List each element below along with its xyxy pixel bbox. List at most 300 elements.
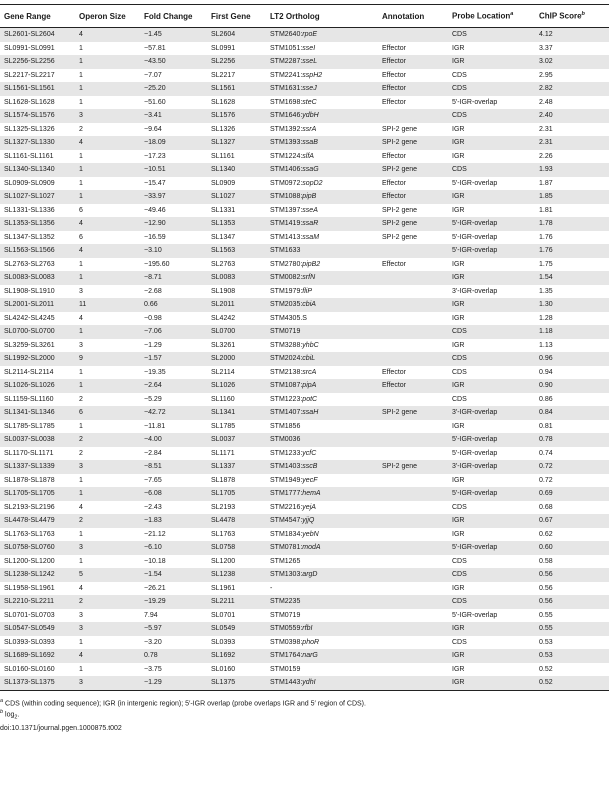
probe-location-cell: IGR — [448, 528, 535, 542]
operon-size-cell: 1 — [75, 555, 140, 569]
annotation-cell: SPI-2 gene — [378, 231, 448, 245]
table-row — [0, 595, 609, 609]
ortholog-gene-name: pipB2 — [302, 260, 321, 268]
probe-location-cell: 5′-IGR-overlap — [448, 609, 535, 623]
first-gene-cell: SL2011 — [207, 298, 266, 312]
ortholog-id: STM1397: — [270, 206, 303, 214]
gene-range-cell: SL0547-SL0549 — [0, 622, 75, 636]
probe-location-cell: 5′-IGR-overlap — [448, 447, 535, 461]
chip-score-cell: 0.96 — [535, 352, 609, 366]
first-gene-cell: SL1160 — [207, 393, 266, 407]
fold-change-cell: −15.47 — [140, 177, 207, 191]
chip-score-cell: 0.72 — [535, 474, 609, 488]
probe-location-cell: CDS — [448, 82, 535, 96]
annotation-cell — [378, 487, 448, 501]
probe-location-cell: CDS — [448, 366, 535, 380]
table-row — [0, 366, 609, 380]
first-gene-cell: SL1341 — [207, 406, 266, 420]
first-gene-cell: SL2256 — [207, 55, 266, 69]
table-row — [0, 136, 609, 150]
ortholog-gene-name: srcA — [302, 368, 317, 376]
annotation-cell — [378, 663, 448, 677]
ortholog-id: STM1698: — [270, 98, 303, 106]
gene-range-cell: SL1563-SL1566 — [0, 244, 75, 258]
operon-size-cell: 1 — [75, 663, 140, 677]
annotation-cell: SPI-2 gene — [378, 163, 448, 177]
fold-change-cell: −7.07 — [140, 69, 207, 83]
ortholog-gene-name: sopD2 — [302, 179, 323, 187]
annotation-cell: SPI-2 gene — [378, 217, 448, 231]
column-header — [207, 5, 266, 28]
chip-score-cell: 1.28 — [535, 312, 609, 326]
ortholog-gene-name: argD — [302, 571, 318, 579]
gene-range-cell: SL1327-SL1330 — [0, 136, 75, 150]
gene-range-cell: SL1331-SL1336 — [0, 204, 75, 218]
lt2-ortholog-cell — [266, 244, 378, 258]
probe-location-cell: 5′-IGR-overlap — [448, 96, 535, 110]
fold-change-cell: −25.20 — [140, 82, 207, 96]
fold-change-cell: −3.20 — [140, 636, 207, 650]
ortholog-gene-name: sseJ — [302, 85, 317, 93]
ortholog-gene-name: modA — [302, 544, 321, 552]
gene-range-cell: SL1341-SL1346 — [0, 406, 75, 420]
probe-location-cell: 5′-IGR-overlap — [448, 217, 535, 231]
probe-location-cell: CDS — [448, 28, 535, 42]
lt2-ortholog-cell — [266, 568, 378, 582]
footnote-a-text: CDS (within coding sequence); IGR (in intergenic region); 5′-IGR overlap (probe overlaps IGR and 5′ region of CDS). — [3, 699, 366, 707]
first-gene-cell: SL0549 — [207, 622, 266, 636]
probe-location-cell: IGR — [448, 298, 535, 312]
table-figure — [0, 4, 609, 733]
first-gene-cell: SL1961 — [207, 582, 266, 596]
fold-change-cell: −2.43 — [140, 501, 207, 515]
ortholog-id: STM0559: — [270, 625, 303, 633]
annotation-cell — [378, 244, 448, 258]
probe-location-cell: CDS — [448, 636, 535, 650]
lt2-ortholog-cell — [266, 595, 378, 609]
annotation-cell: Effector — [378, 82, 448, 96]
first-gene-cell: SL1763 — [207, 528, 266, 542]
annotation-cell — [378, 609, 448, 623]
table-row — [0, 622, 609, 636]
lt2-ortholog-cell — [266, 393, 378, 407]
probe-location-cell: IGR — [448, 379, 535, 393]
operon-size-cell: 2 — [75, 433, 140, 447]
ortholog-id: STM1233: — [270, 449, 303, 457]
fold-change-cell: −8.51 — [140, 460, 207, 474]
first-gene-cell: SL1375 — [207, 676, 266, 690]
annotation-cell — [378, 447, 448, 461]
lt2-ortholog-cell — [266, 177, 378, 191]
lt2-ortholog-cell — [266, 406, 378, 420]
table-row — [0, 447, 609, 461]
ortholog-id: STM2035: — [270, 301, 303, 309]
column-header-label: ChIP Score — [539, 11, 582, 21]
annotation-cell — [378, 312, 448, 326]
fold-change-cell: −9.64 — [140, 123, 207, 137]
fold-change-cell: −195.60 — [140, 258, 207, 272]
lt2-ortholog-cell — [266, 474, 378, 488]
ortholog-id: STM0781: — [270, 544, 303, 552]
probe-location-cell: 5′-IGR-overlap — [448, 244, 535, 258]
gene-range-cell: SL1347-SL1352 — [0, 231, 75, 245]
first-gene-cell: SL1628 — [207, 96, 266, 110]
annotation-cell — [378, 339, 448, 353]
table-row — [0, 460, 609, 474]
column-header-label: LT2 Ortholog — [270, 11, 320, 21]
table-row — [0, 69, 609, 83]
ortholog-id: STM1051: — [270, 44, 303, 52]
probe-location-cell: IGR — [448, 312, 535, 326]
lt2-ortholog-cell — [266, 676, 378, 690]
ortholog-id: STM1087: — [270, 382, 303, 390]
fold-change-cell: −17.23 — [140, 150, 207, 164]
chip-score-cell: 0.67 — [535, 514, 609, 528]
lt2-ortholog-cell — [266, 285, 378, 299]
ortholog-id: STM2287: — [270, 58, 303, 66]
chip-score-cell: 0.84 — [535, 406, 609, 420]
probe-location-cell: CDS — [448, 109, 535, 123]
ortholog-id: STM1856 — [270, 422, 301, 430]
chip-score-cell: 0.62 — [535, 528, 609, 542]
fold-change-cell: −1.83 — [140, 514, 207, 528]
operon-size-cell: 2 — [75, 123, 140, 137]
operon-size-cell: 1 — [75, 325, 140, 339]
lt2-ortholog-cell — [266, 366, 378, 380]
operon-size-cell: 1 — [75, 528, 140, 542]
lt2-ortholog-cell — [266, 312, 378, 326]
operon-size-cell: 3 — [75, 541, 140, 555]
fold-change-cell: 7.94 — [140, 609, 207, 623]
annotation-cell — [378, 298, 448, 312]
table-row — [0, 528, 609, 542]
ortholog-gene-name: srfN — [302, 274, 316, 282]
chip-score-cell: 2.31 — [535, 123, 609, 137]
ortholog-id: STM1443: — [270, 679, 303, 687]
chip-score-cell: 0.55 — [535, 622, 609, 636]
first-gene-cell: SL0083 — [207, 271, 266, 285]
gene-range-cell: SL0909-SL0909 — [0, 177, 75, 191]
ortholog-id: STM2241: — [270, 71, 303, 79]
annotation-cell — [378, 109, 448, 123]
chip-score-cell: 0.53 — [535, 649, 609, 663]
ortholog-gene-name: sspH2 — [302, 71, 323, 79]
chip-score-cell: 1.75 — [535, 258, 609, 272]
ortholog-id: STM0398: — [270, 638, 303, 646]
chip-score-cell: 0.74 — [535, 447, 609, 461]
first-gene-cell: SL1705 — [207, 487, 266, 501]
chip-score-cell: 1.13 — [535, 339, 609, 353]
fold-change-cell: −1.29 — [140, 339, 207, 353]
table-row — [0, 609, 609, 623]
first-gene-cell: SL2217 — [207, 69, 266, 83]
chip-score-cell: 2.26 — [535, 150, 609, 164]
probe-location-cell: CDS — [448, 501, 535, 515]
ortholog-id: STM1777: — [270, 490, 303, 498]
annotation-cell: Effector — [378, 366, 448, 380]
fold-change-cell: −6.10 — [140, 541, 207, 555]
chip-score-cell: 1.81 — [535, 204, 609, 218]
first-gene-cell: SL1026 — [207, 379, 266, 393]
gene-range-cell: SL1689-SL1692 — [0, 649, 75, 663]
gene-range-cell: SL1908-SL1910 — [0, 285, 75, 299]
gene-range-cell: SL1373-SL1375 — [0, 676, 75, 690]
table-row — [0, 636, 609, 650]
probe-location-cell: CDS — [448, 325, 535, 339]
annotation-cell — [378, 649, 448, 663]
annotation-cell — [378, 541, 448, 555]
gene-range-cell: SL1992-SL2000 — [0, 352, 75, 366]
operon-size-cell: 2 — [75, 447, 140, 461]
probe-location-cell: IGR — [448, 420, 535, 434]
ortholog-gene-name: sseL — [302, 58, 318, 66]
chip-score-cell: 0.81 — [535, 420, 609, 434]
probe-location-cell: IGR — [448, 190, 535, 204]
fold-change-cell: −12.90 — [140, 217, 207, 231]
table-row — [0, 217, 609, 231]
operon-size-cell: 1 — [75, 177, 140, 191]
ortholog-id: STM2780: — [270, 260, 303, 268]
operon-size-cell: 1 — [75, 150, 140, 164]
first-gene-cell: SL1337 — [207, 460, 266, 474]
first-gene-cell: SL0393 — [207, 636, 266, 650]
gene-range-cell: SL3259-SL3261 — [0, 339, 75, 353]
table-row — [0, 555, 609, 569]
probe-location-cell: IGR — [448, 55, 535, 69]
fold-change-cell: −3.10 — [140, 244, 207, 258]
first-gene-cell: SL4478 — [207, 514, 266, 528]
ortholog-id: STM1419: — [270, 220, 303, 228]
chip-score-cell: 4.12 — [535, 28, 609, 42]
column-header-label: Annotation — [382, 11, 425, 21]
first-gene-cell: SL1563 — [207, 244, 266, 258]
annotation-cell: SPI-2 gene — [378, 136, 448, 150]
table-body — [0, 28, 609, 691]
operon-size-cell: 1 — [75, 379, 140, 393]
table-row — [0, 231, 609, 245]
footnote-b-sub: 2 — [14, 715, 18, 722]
ortholog-id: STM0719 — [270, 328, 301, 336]
operon-size-cell: 4 — [75, 244, 140, 258]
operon-size-cell: 4 — [75, 28, 140, 42]
table-row — [0, 123, 609, 137]
ortholog-id: STM1392: — [270, 125, 303, 133]
chip-score-cell: 0.56 — [535, 568, 609, 582]
probe-location-cell: CDS — [448, 393, 535, 407]
ortholog-gene-name: ssaM — [302, 233, 320, 241]
chip-score-cell: 0.94 — [535, 366, 609, 380]
lt2-ortholog-cell — [266, 28, 378, 42]
gene-range-cell: SL1574-SL1576 — [0, 109, 75, 123]
first-gene-cell: SL0700 — [207, 325, 266, 339]
fold-change-cell: −19.29 — [140, 595, 207, 609]
chip-score-cell: 0.55 — [535, 609, 609, 623]
table-row — [0, 258, 609, 272]
probe-location-cell: 5′-IGR-overlap — [448, 487, 535, 501]
ortholog-id: STM1265 — [270, 557, 301, 565]
doi-text: doi:10.1371/journal.pgen.1000875.t002 — [0, 724, 122, 732]
table-row — [0, 42, 609, 56]
annotation-cell: SPI-2 gene — [378, 123, 448, 137]
fold-change-cell: −8.71 — [140, 271, 207, 285]
first-gene-cell: SL1576 — [207, 109, 266, 123]
ortholog-gene-name: hemA — [302, 490, 321, 498]
probe-location-cell: 3′-IGR-overlap — [448, 460, 535, 474]
ortholog-id: STM2138: — [270, 368, 303, 376]
ortholog-gene-name: pipB — [302, 193, 317, 201]
operon-size-cell: 1 — [75, 271, 140, 285]
gene-range-cell: SL1027-SL1027 — [0, 190, 75, 204]
lt2-ortholog-cell — [266, 649, 378, 663]
chip-score-cell: 1.35 — [535, 285, 609, 299]
annotation-cell: SPI-2 gene — [378, 204, 448, 218]
ortholog-gene-name: yjjQ — [302, 517, 315, 525]
chip-score-cell: 0.60 — [535, 541, 609, 555]
annotation-cell — [378, 622, 448, 636]
probe-location-cell: IGR — [448, 271, 535, 285]
first-gene-cell: SL2000 — [207, 352, 266, 366]
chip-score-cell: 1.76 — [535, 231, 609, 245]
ortholog-id: STM0972: — [270, 179, 303, 187]
annotation-cell — [378, 636, 448, 650]
gene-range-cell: SL4478-SL4479 — [0, 514, 75, 528]
annotation-cell — [378, 271, 448, 285]
chip-score-cell: 2.48 — [535, 96, 609, 110]
probe-location-cell: CDS — [448, 568, 535, 582]
annotation-cell — [378, 568, 448, 582]
lt2-ortholog-cell — [266, 433, 378, 447]
chip-score-cell: 0.90 — [535, 379, 609, 393]
probe-location-cell: CDS — [448, 163, 535, 177]
ortholog-id: STM1407: — [270, 409, 303, 417]
gene-range-cell: SL1238-SL1242 — [0, 568, 75, 582]
table-row — [0, 204, 609, 218]
first-gene-cell: SL1171 — [207, 447, 266, 461]
gene-range-cell: SL2114-SL2114 — [0, 366, 75, 380]
ortholog-gene-name: yhbC — [302, 341, 319, 349]
first-gene-cell: SL0909 — [207, 177, 266, 191]
first-gene-cell: SL1561 — [207, 82, 266, 96]
operon-size-cell: 6 — [75, 231, 140, 245]
chip-score-cell: 2.82 — [535, 82, 609, 96]
ortholog-gene-name: yebN — [302, 530, 319, 538]
operon-size-cell: 2 — [75, 393, 140, 407]
table-row — [0, 150, 609, 164]
gene-range-cell: SL1705-SL1705 — [0, 487, 75, 501]
column-header-label: Operon Size — [79, 11, 126, 21]
fold-change-cell: −4.00 — [140, 433, 207, 447]
annotation-cell — [378, 325, 448, 339]
chip-score-cell: 0.56 — [535, 595, 609, 609]
lt2-ortholog-cell — [266, 96, 378, 110]
ortholog-id: STM1764: — [270, 652, 303, 660]
probe-location-cell: 3′-IGR-overlap — [448, 285, 535, 299]
operon-size-cell: 4 — [75, 582, 140, 596]
fold-change-cell: −2.64 — [140, 379, 207, 393]
annotation-cell — [378, 528, 448, 542]
ortholog-gene-name: fliP — [302, 287, 313, 295]
probe-location-cell: IGR — [448, 649, 535, 663]
gene-range-cell: SL1785-SL1785 — [0, 420, 75, 434]
probe-location-cell: IGR — [448, 582, 535, 596]
gene-range-cell: SL0700-SL0700 — [0, 325, 75, 339]
ortholog-id: STM1403: — [270, 463, 303, 471]
ortholog-id: STM1413: — [270, 233, 303, 241]
table-row — [0, 541, 609, 555]
data-table — [0, 5, 609, 691]
ortholog-gene-name: potC — [302, 395, 318, 403]
table-row — [0, 177, 609, 191]
ortholog-id: STM1303: — [270, 571, 303, 579]
annotation-cell — [378, 352, 448, 366]
table-row — [0, 325, 609, 339]
ortholog-id: STM1646: — [270, 112, 303, 120]
operon-size-cell: 3 — [75, 609, 140, 623]
table-row — [0, 339, 609, 353]
lt2-ortholog-cell — [266, 69, 378, 83]
probe-location-cell: 5′-IGR-overlap — [448, 541, 535, 555]
first-gene-cell: SL3261 — [207, 339, 266, 353]
gene-range-cell: SL1353-SL1356 — [0, 217, 75, 231]
header-row — [0, 5, 609, 28]
ortholog-gene-name: sseA — [302, 206, 318, 214]
lt2-ortholog-cell — [266, 217, 378, 231]
operon-size-cell: 1 — [75, 82, 140, 96]
probe-location-cell: IGR — [448, 42, 535, 56]
table-row — [0, 190, 609, 204]
annotation-cell: Effector — [378, 379, 448, 393]
fold-change-cell: −7.65 — [140, 474, 207, 488]
operon-size-cell: 4 — [75, 501, 140, 515]
chip-score-cell: 1.93 — [535, 163, 609, 177]
table-row — [0, 244, 609, 258]
lt2-ortholog-cell — [266, 663, 378, 677]
ortholog-id: STM2216: — [270, 503, 303, 511]
table-row — [0, 82, 609, 96]
operon-size-cell: 1 — [75, 487, 140, 501]
annotation-cell — [378, 420, 448, 434]
ortholog-id: STM1834: — [270, 530, 303, 538]
footnote-b — [0, 708, 609, 723]
gene-range-cell: SL1026-SL1026 — [0, 379, 75, 393]
lt2-ortholog-cell — [266, 352, 378, 366]
lt2-ortholog-cell — [266, 447, 378, 461]
column-header — [448, 5, 535, 28]
lt2-ortholog-cell — [266, 82, 378, 96]
ortholog-gene-name: rfbI — [302, 625, 313, 633]
annotation-cell: SPI-2 gene — [378, 460, 448, 474]
column-header-label: Probe Location — [452, 11, 511, 21]
ortholog-gene-name: ssaG — [302, 166, 319, 174]
chip-score-cell: 1.54 — [535, 271, 609, 285]
annotation-cell — [378, 555, 448, 569]
table-row — [0, 474, 609, 488]
lt2-ortholog-cell — [266, 541, 378, 555]
lt2-ortholog-cell — [266, 231, 378, 245]
column-header — [75, 5, 140, 28]
chip-score-cell: 0.52 — [535, 663, 609, 677]
gene-range-cell: SL2256-SL2256 — [0, 55, 75, 69]
ortholog-id: STM0082: — [270, 274, 303, 282]
first-gene-cell: SL0037 — [207, 433, 266, 447]
lt2-ortholog-cell — [266, 55, 378, 69]
gene-range-cell: SL4242-SL4245 — [0, 312, 75, 326]
ortholog-gene-name: ydhI — [302, 679, 316, 687]
chip-score-cell: 3.37 — [535, 42, 609, 56]
chip-score-cell: 0.68 — [535, 501, 609, 515]
table-row — [0, 514, 609, 528]
table-row — [0, 312, 609, 326]
